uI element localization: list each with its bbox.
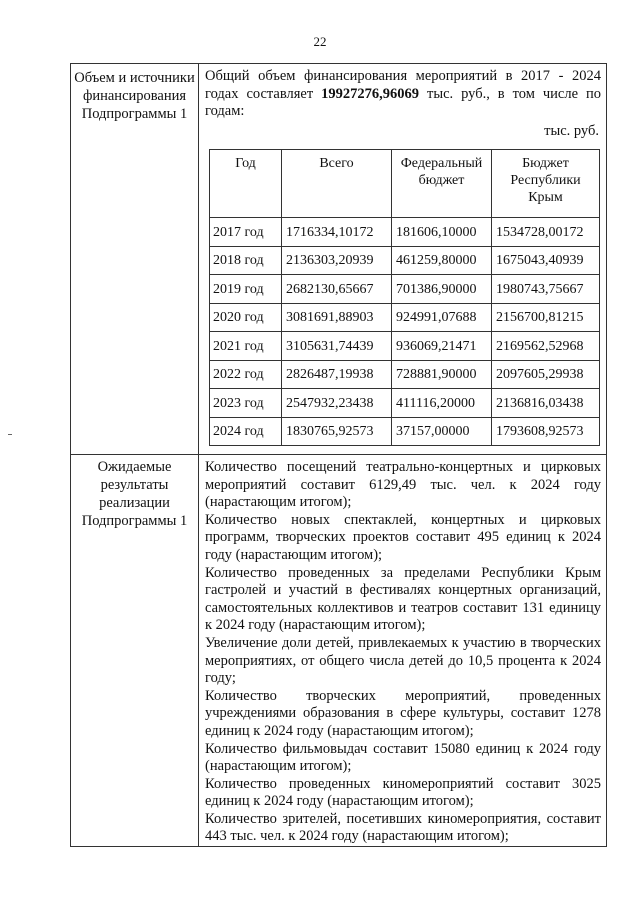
- financing-content: [199, 64, 607, 455]
- cell-year: 2023 год: [210, 389, 282, 418]
- cell-federal: 37157,00000: [392, 417, 492, 446]
- cell-year: 2020 год: [210, 303, 282, 332]
- header-crimea: Бюджет Республики Крым: [492, 150, 600, 218]
- header-year: Год: [210, 150, 282, 218]
- page-number: 22: [313, 34, 327, 49]
- table-row: [210, 303, 600, 332]
- cell-federal: 728881,90000: [392, 360, 492, 389]
- results-row: [71, 455, 607, 847]
- result-item: Количество фильмовыдач составит 15080 единиц к 2024 году (нарастающим итогом);: [205, 740, 601, 775]
- table-row: [210, 389, 600, 418]
- cell-year: 2019 год: [210, 275, 282, 304]
- table-row: [210, 417, 600, 446]
- financing-intro-text: Общий объем финансирования мероприятий в 2017 - 2024 годах составляет: [205, 68, 601, 102]
- results-label: Ожидаемые результаты реализации Подпрограммы 1: [71, 455, 199, 847]
- table-row: [210, 275, 600, 304]
- cell-total: 3081691,88903: [282, 303, 392, 332]
- cell-total: 2136303,20939: [282, 246, 392, 275]
- results-content: [199, 455, 607, 847]
- cell-total: 1830765,92573: [282, 417, 392, 446]
- cell-federal: 936069,21471: [392, 332, 492, 361]
- cell-crimea: 1980743,75667: [492, 275, 600, 304]
- cell-total: 2682130,65667: [282, 275, 392, 304]
- cell-year: 2024 год: [210, 417, 282, 446]
- cell-crimea: 1793608,92573: [492, 417, 600, 446]
- cell-year: 2018 год: [210, 246, 282, 275]
- financing-label: Объем и источники финансирования Подпрограммы 1: [71, 64, 199, 455]
- table-row: [210, 360, 600, 389]
- result-item: Количество проведенных за пределами Республики Крым гастролей и участий в фестивалях концертных организаций, самостоятельных коллективов и театров составит 131 единицу к 2024 году (нарастающим итогом);: [205, 564, 601, 634]
- result-item: Количество творческих мероприятий, проведенных учреждениями образования в сфере культуры, составит 1278 единиц к 2024 году (нарастающим итогом);: [205, 687, 601, 739]
- cell-crimea: 2136816,03438: [492, 389, 600, 418]
- cell-year: 2017 год: [210, 218, 282, 247]
- result-item: Количество посещений театрально-концертных и цирковых мероприятий составит 6129,49 тыс. чел. к 2024 году (нарастающим итогом);: [205, 459, 601, 511]
- cell-federal: 411116,20000: [392, 389, 492, 418]
- financing-table-header: [210, 150, 600, 218]
- cell-total: 1716334,10172: [282, 218, 392, 247]
- cell-federal: 461259,80000: [392, 246, 492, 275]
- cell-crimea: 1534728,00172: [492, 218, 600, 247]
- cell-federal: 924991,07688: [392, 303, 492, 332]
- cell-federal: 701386,90000: [392, 275, 492, 304]
- financing-row: [71, 64, 607, 455]
- result-item: Увеличение доли детей, привлекаемых к участию в творческих мероприятиях, от общего числа детей до 10,5 процента к 2024 году;: [205, 634, 601, 687]
- cell-crimea: 2169562,52968: [492, 332, 600, 361]
- table-row: [210, 332, 600, 361]
- cell-crimea: 2156700,81215: [492, 303, 600, 332]
- cell-crimea: 1675043,40939: [492, 246, 600, 275]
- financing-intro-tail: тыс. руб., в том числе по годам:: [205, 85, 601, 120]
- cell-federal: 181606,10000: [392, 218, 492, 247]
- cell-total: 2826487,19938: [282, 360, 392, 389]
- header-total: Всего: [282, 150, 392, 218]
- cell-year: 2021 год: [210, 332, 282, 361]
- unit-label: тыс. руб.: [544, 122, 599, 139]
- result-item: Количество проведенных киномероприятий составит 3025 единиц к 2024 году (нарастающим итогом);: [205, 775, 601, 810]
- financing-intro: [205, 68, 601, 121]
- financing-table: [209, 149, 600, 446]
- table-row: [210, 246, 600, 275]
- margin-mark: [8, 434, 12, 435]
- cell-crimea: 2097605,29938: [492, 360, 600, 389]
- cell-year: 2022 год: [210, 360, 282, 389]
- cell-total: 2547932,23438: [282, 389, 392, 418]
- cell-total: 3105631,74439: [282, 332, 392, 361]
- table-row: [210, 218, 600, 247]
- header-federal: Федеральный бюджет: [392, 150, 492, 218]
- result-item: Количество зрителей, посетивших киномероприятия, составит 443 тыс. чел. к 2024 году (нарастающим итогом);: [205, 810, 601, 845]
- result-item: Количество новых спектаклей, концертных и цирковых программ, творческих проектов составит 495 единиц к 2024 году (нарастающим итогом);: [205, 511, 601, 563]
- financing-total: 19927276,96069: [321, 85, 420, 102]
- passport-table: [70, 63, 607, 847]
